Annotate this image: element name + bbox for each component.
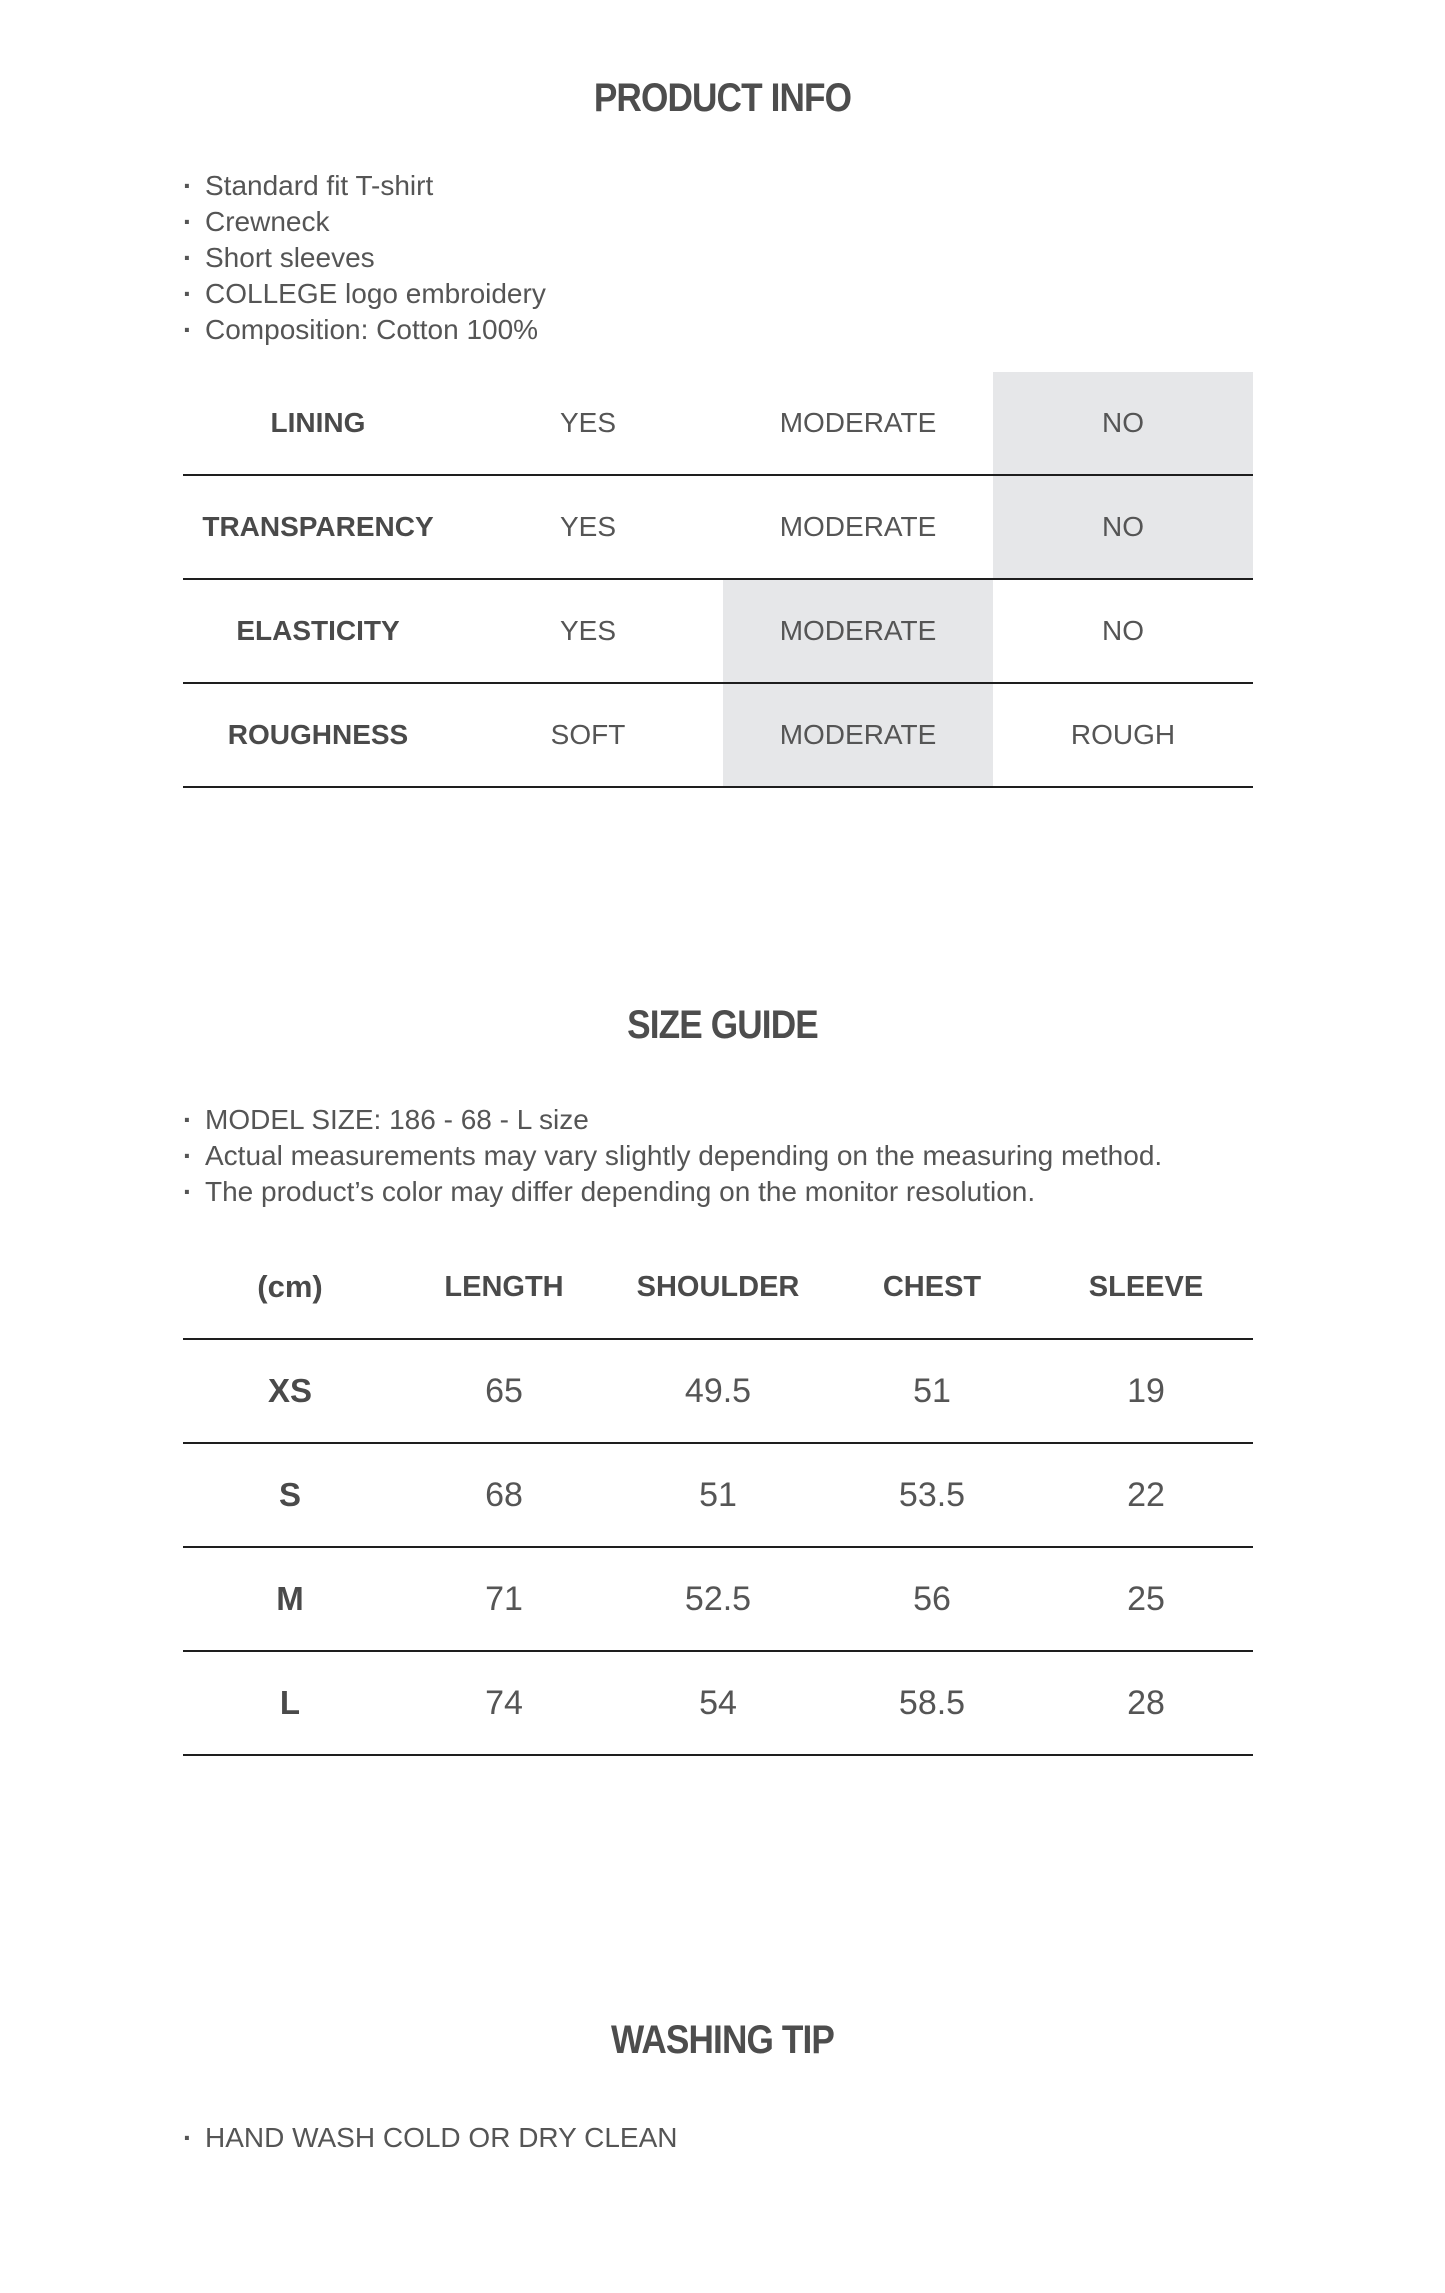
column-header-sleeve: SLEEVE — [1039, 1236, 1253, 1339]
size-guide-title: SIZE GUIDE — [627, 1003, 818, 1047]
table-cell: 19 — [1039, 1339, 1253, 1443]
attribute-label: LINING — [183, 372, 453, 475]
table-cell: 58.5 — [825, 1651, 1039, 1755]
attribute-option: YES — [453, 475, 723, 579]
attribute-option: MODERATE — [723, 475, 993, 579]
table-row — [183, 1339, 1253, 1443]
column-header-chest: CHEST — [825, 1236, 1039, 1339]
table-cell: 51 — [825, 1339, 1039, 1443]
attribute-option: YES — [453, 372, 723, 475]
washing-tip-list — [183, 2120, 677, 2156]
table-cell: 54 — [611, 1651, 825, 1755]
table-cell: 52.5 — [611, 1547, 825, 1651]
list-item: · Crewneck — [183, 204, 546, 240]
list-item: · Standard fit T-shirt — [183, 168, 546, 204]
list-item: · Actual measurements may vary slightly depending on the measuring method. — [183, 1138, 1162, 1174]
list-item: · Composition: Cotton 100% — [183, 312, 546, 348]
size-label: XS — [183, 1339, 397, 1443]
size-guide-notes — [183, 1102, 1162, 1210]
list-item: · Short sleeves — [183, 240, 546, 276]
size-table-header-row — [183, 1236, 1253, 1339]
table-cell: 25 — [1039, 1547, 1253, 1651]
list-item: · MODEL SIZE: 186 - 68 - L size — [183, 1102, 1162, 1138]
fabric-attributes-table — [183, 372, 1253, 788]
column-header-length: LENGTH — [397, 1236, 611, 1339]
table-cell: 49.5 — [611, 1339, 825, 1443]
unit-header: (cm) — [183, 1236, 397, 1339]
table-cell: 74 — [397, 1651, 611, 1755]
list-item: · COLLEGE logo embroidery — [183, 276, 546, 312]
product-info-title: PRODUCT INFO — [593, 76, 852, 120]
attribute-option-selected: NO — [993, 372, 1253, 475]
table-cell: 28 — [1039, 1651, 1253, 1755]
size-label: S — [183, 1443, 397, 1547]
table-row — [183, 1443, 1253, 1547]
table-cell: 65 — [397, 1339, 611, 1443]
attribute-option: SOFT — [453, 683, 723, 787]
attribute-option: MODERATE — [723, 372, 993, 475]
attribute-row-lining — [183, 372, 1253, 475]
attribute-option-selected: NO — [993, 475, 1253, 579]
size-chart-table — [183, 1236, 1253, 1756]
washing-tip-title: WASHING TIP — [610, 2018, 835, 2062]
column-header-shoulder: SHOULDER — [611, 1236, 825, 1339]
attribute-label: ROUGHNESS — [183, 683, 453, 787]
attribute-label: TRANSPARENCY — [183, 475, 453, 579]
table-cell: 53.5 — [825, 1443, 1039, 1547]
size-label: L — [183, 1651, 397, 1755]
attribute-label: ELASTICITY — [183, 579, 453, 683]
table-cell: 71 — [397, 1547, 611, 1651]
product-info-list — [183, 168, 546, 348]
table-cell: 22 — [1039, 1443, 1253, 1547]
attribute-option: NO — [993, 579, 1253, 683]
table-cell: 56 — [825, 1547, 1039, 1651]
attribute-option-selected: MODERATE — [723, 683, 993, 787]
attribute-row-roughness — [183, 683, 1253, 787]
table-row — [183, 1651, 1253, 1755]
table-cell: 51 — [611, 1443, 825, 1547]
attribute-row-transparency — [183, 475, 1253, 579]
table-row — [183, 1547, 1253, 1651]
attribute-option: ROUGH — [993, 683, 1253, 787]
attribute-row-elasticity — [183, 579, 1253, 683]
size-label: M — [183, 1547, 397, 1651]
attribute-option-selected: MODERATE — [723, 579, 993, 683]
list-item: · HAND WASH COLD OR DRY CLEAN — [183, 2120, 677, 2156]
table-cell: 68 — [397, 1443, 611, 1547]
list-item: · The product’s color may differ depending on the monitor resolution. — [183, 1174, 1162, 1210]
attribute-option: YES — [453, 579, 723, 683]
